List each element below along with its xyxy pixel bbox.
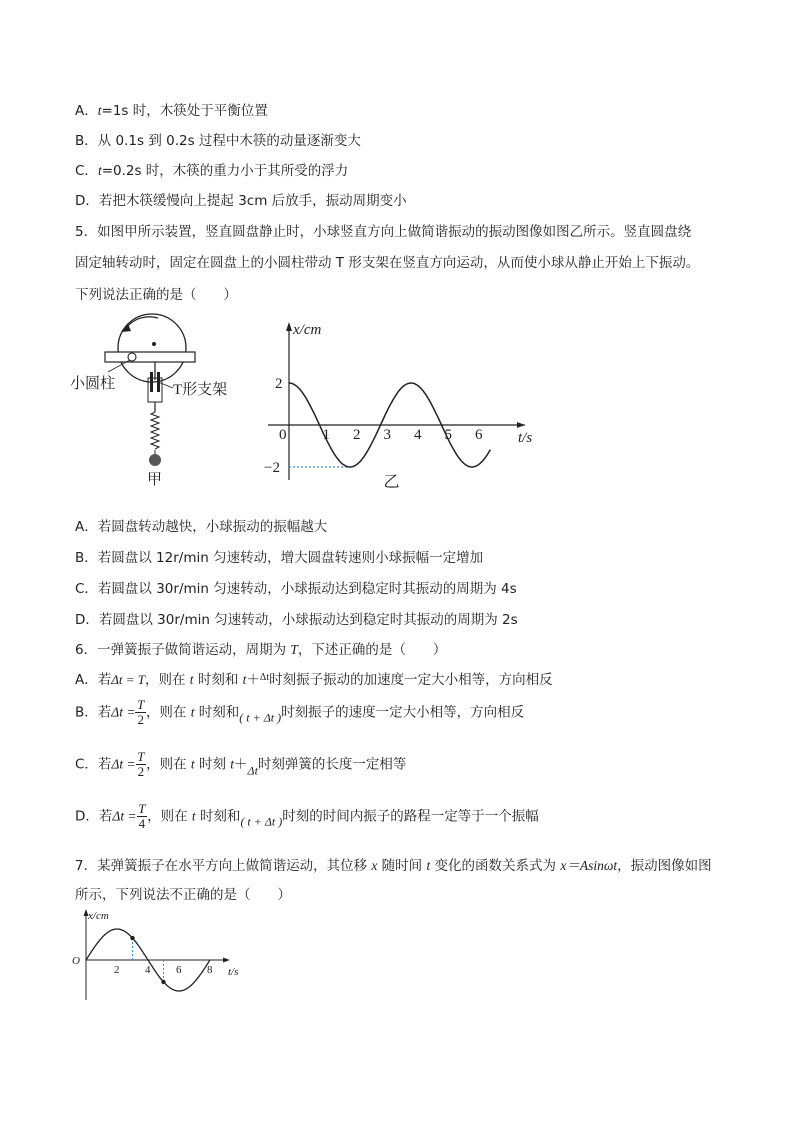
rotation-arrow [126,317,158,328]
t-bracket-bar [105,352,195,362]
x-tick-label: 6 [475,427,483,443]
q4-option-d: D．若把木筷缓慢向上提起 3cm 后放手，振动周期变小 [75,193,407,209]
q6-stem: 6．一弹簧振子做简谐运动，周期为 T，下述正确的是（ ） [75,642,447,658]
figure-yi-chart [260,310,540,490]
q5-option-b: B．若圆盘以 12r/min 匀速转动，增大圆盘转速则小球振幅一定增加 [75,550,484,566]
disc-center [152,342,156,346]
x-tick-label: 2 [114,964,120,976]
q4-option-c: C．t=0.2s 时，木筷的重力小于其所受的浮力 [75,163,349,179]
x-tick-label: 4 [414,427,422,443]
caption-jia: 甲 [147,472,163,488]
q5-option-c: C．若圆盘以 30r/min 匀速转动，小球振动达到稳定时其振动的周期为 4s [75,581,517,597]
q6-option-c: C．若Δt = $\frac{T}{2}$ ，则在 t 时刻 t＋Δt时刻弹簧的长度一定相等 [75,749,407,779]
data-point [161,980,165,984]
small-cylinder [128,353,136,361]
x-axis-arrow [517,422,525,428]
q7-stem-line-1: 7．某弹簧振子在水平方向上做简谐运动，其位移 x 随时间 t 变化的函数关系式为 x＝Asinωt，振动图像如图 [75,858,712,874]
x-tick-label: 6 [176,964,182,976]
y-axis-label: x/cm [293,322,322,338]
q5-option-a: A．若圆盘转动越快，小球振动的振幅越大 [75,519,328,535]
q6-option-d: D．若Δt = $\frac{T}{4}$ ，则在 t 时刻和( t + Δt )时刻的时间内振子的路程一定等于一个振幅 [75,801,539,831]
y-axis-arrow [286,322,292,331]
x-axis-label: t/s [518,430,533,446]
fraction-t-over-2: $\frac{T}{2}$ [137,697,145,727]
ball [149,454,161,466]
q6-option-b: B．若Δt = $\frac{T}{2}$ ，则在 t 时刻和( t + Δt )时刻振子的速度一定大小相等，方向相反 [75,697,525,727]
fraction-t-over-4: $\frac{T}{4}$ [138,801,146,831]
x-tick-label: 8 [207,964,213,976]
label-t-bracket: T形支架 [173,382,228,398]
x-tick-label: 2 [353,427,361,443]
y-tick-label: −2 [264,460,280,476]
x-tick-label: 3 [383,427,391,443]
x-tick-label: 1 [322,427,330,443]
x-tick-label: 5 [444,427,452,443]
q6-option-a: A．若Δt = T，则在 t 时刻和 t＋$^{\Delta t}$时刻振子振动的加速度一定大小相等，方向相反 [75,672,553,688]
spring [151,412,159,449]
x-axis-arrow [223,958,230,963]
data-point [130,936,134,940]
x-tick-label: 0 [279,427,287,443]
caption-yi: 乙 [383,474,400,490]
q5-stem-line-3: 下列说法正确的是（ ） [75,287,237,303]
y-tick-label: 2 [275,376,283,392]
figure-jia-apparatus [70,310,240,490]
q5-stem-line-2: 固定轴转动时，固定在圆盘上的小圆柱带动 T 形支架在竖直方向运动，从而使小球从静止开始上下振动。 [75,255,700,271]
fraction-t-over-2: $\frac{T}{2}$ [137,749,145,779]
q4-option-a: A．t=1s 时，木筷处于平衡位置 [75,103,268,119]
q5-option-d: D．若圆盘以 30r/min 匀速转动，小球振动达到稳定时其振动的周期为 2s [75,612,518,628]
x-tick-label: 4 [145,964,151,976]
x-axis-label: t/s [228,966,239,978]
disc [118,314,186,382]
q5-stem-line-1: 5．如图甲所示装置，竖直圆盘静止时，小球竖直方向上做简谐振动的振动图像如图乙所示。竖直圆盘绕 [75,224,692,240]
origin-label: O [72,955,80,967]
label-small-cylinder: 小圆柱 [70,376,116,392]
q7-stem-line-2: 所示，下列说法不正确的是（ ） [75,887,291,903]
y-axis-label: x/cm [88,910,109,922]
figure-q7-chart [70,905,260,1005]
q4-option-b: B．从 0.1s 到 0.2s 过程中木筷的动量逐渐变大 [75,133,361,149]
